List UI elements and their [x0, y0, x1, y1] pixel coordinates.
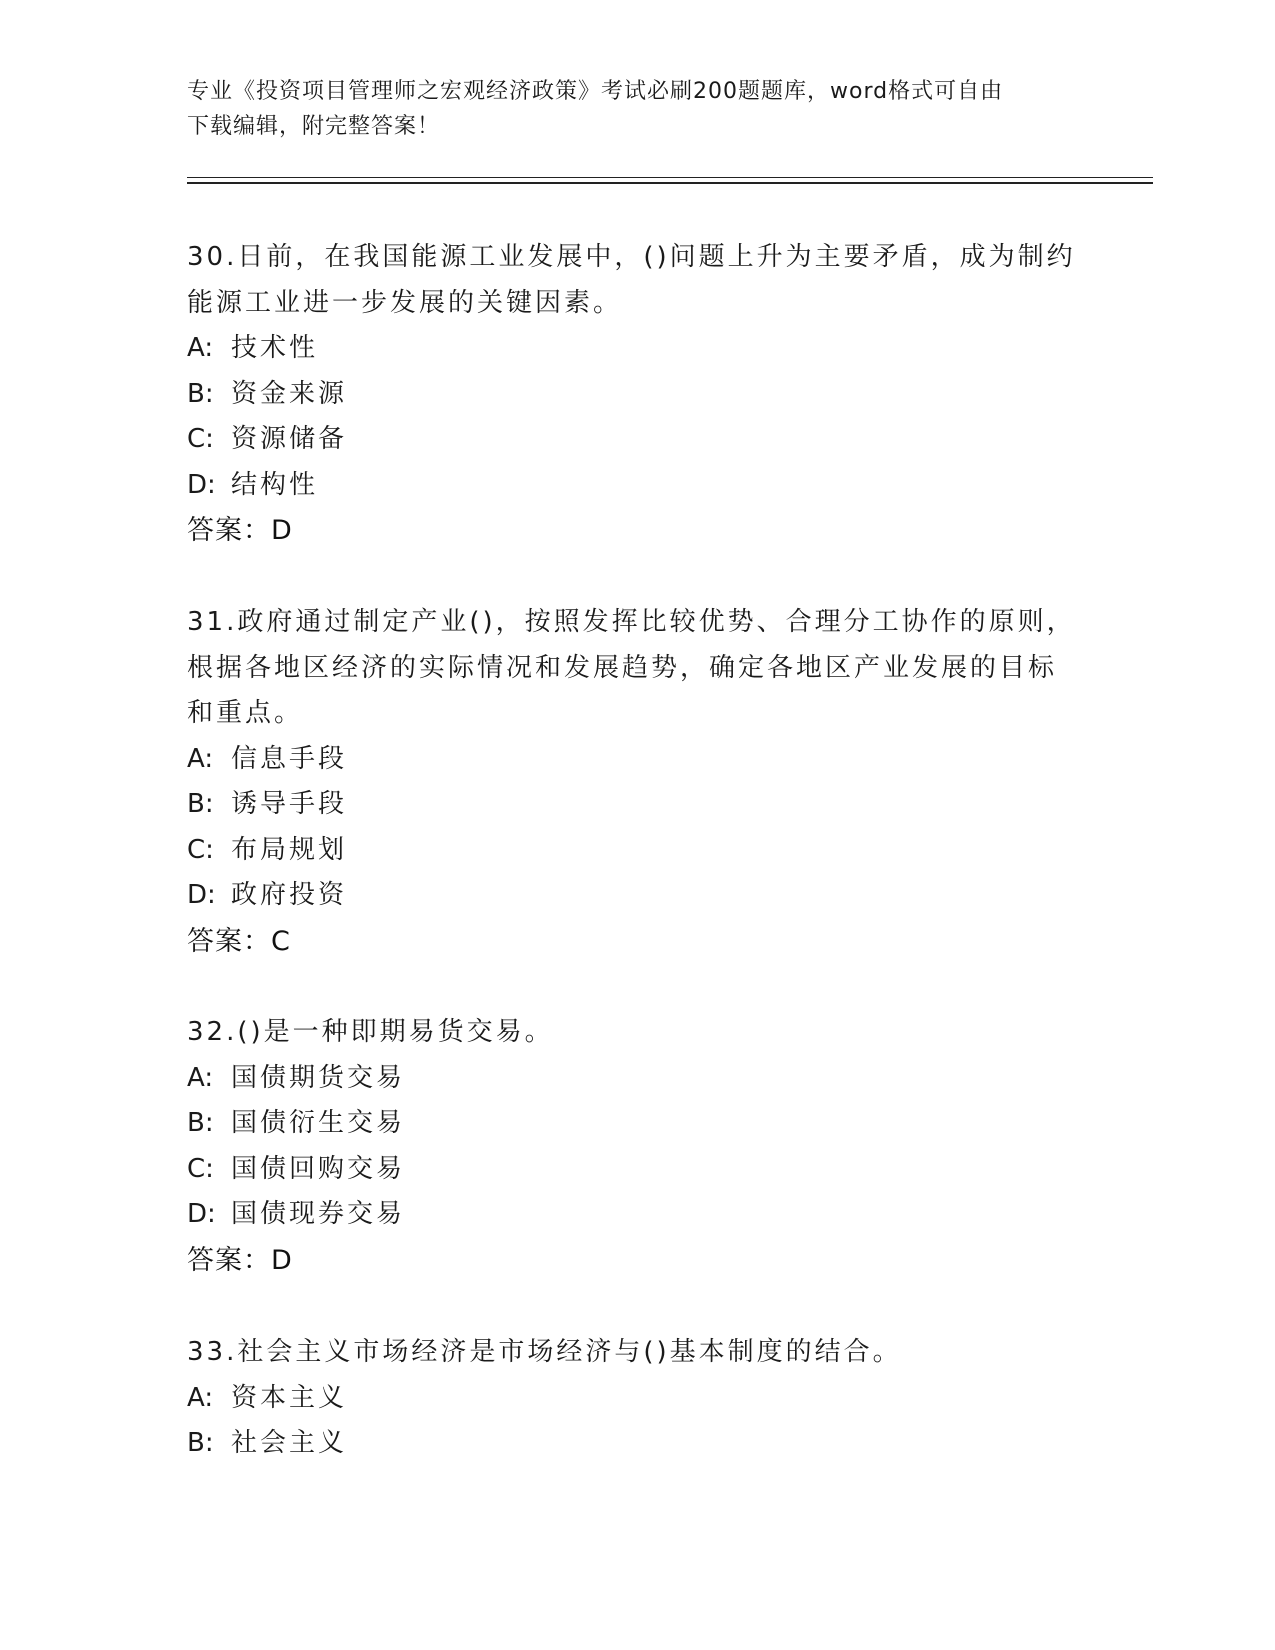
option-text: 信息手段: [231, 743, 348, 774]
option-text: 布局规划: [231, 834, 348, 865]
question-stem-line: 能源工业进一步发展的关键因素。: [187, 287, 623, 318]
option-text: 技术性: [231, 333, 319, 363]
document-header: [187, 74, 1087, 144]
option-key: C:: [187, 834, 214, 865]
header-line-2: 下载编辑，附完整答案！: [187, 114, 441, 139]
option-text: 结构性: [231, 469, 319, 500]
option-d: [187, 873, 1087, 919]
header-divider-thick: [187, 182, 1153, 184]
answer-line: 答案：C: [187, 925, 291, 957]
option-key: A:: [187, 333, 214, 363]
option-a: [187, 737, 1087, 783]
answer-line: 答案：D: [187, 1244, 293, 1276]
option-key: B:: [187, 789, 214, 819]
option-a: [187, 326, 1087, 372]
option-key: A:: [187, 1062, 214, 1093]
question-30: [187, 235, 1087, 554]
option-key: D:: [187, 1199, 216, 1229]
option-a: [187, 1376, 1087, 1422]
option-text: 资本主义: [231, 1382, 348, 1413]
question-31: [187, 600, 1087, 965]
question-stem-line: 32.()是一种即期易货交易。: [187, 1017, 554, 1047]
option-key: D:: [187, 469, 216, 500]
option-text: 资源储备: [231, 424, 348, 454]
option-key: B:: [187, 1428, 214, 1458]
option-text: 政府投资: [231, 880, 348, 910]
question-stem-line: 31.政府通过制定产业()，按照发挥比较优势、合理分工协作的原则，: [187, 607, 1076, 637]
option-d: [187, 463, 1087, 509]
option-text: 诱导手段: [231, 789, 348, 819]
option-key: C:: [187, 1153, 214, 1184]
question-stem-line: 30.日前，在我国能源工业发展中，()问题上升为主要矛盾，成为制约: [187, 242, 1076, 272]
header-line-1: 专业《投资项目管理师之宏观经济政策》考试必刷200题题库，word格式可自由: [187, 79, 1004, 104]
option-key: B:: [187, 1108, 214, 1138]
option-b: [187, 1421, 1087, 1467]
option-text: 国债衍生交易: [231, 1108, 406, 1138]
option-key: A:: [187, 743, 214, 774]
question-32: [187, 1010, 1087, 1284]
header-divider-thin: [187, 177, 1153, 178]
option-key: C:: [187, 424, 214, 454]
option-b: [187, 372, 1087, 418]
option-key: B:: [187, 378, 214, 409]
option-b: [187, 782, 1087, 828]
option-key: A:: [187, 1382, 214, 1413]
question-stem-line: 和重点。: [187, 698, 304, 728]
option-text: 国债期货交易: [231, 1062, 406, 1093]
question-stem-line: 33.社会主义市场经济是市场经济与()基本制度的结合。: [187, 1337, 902, 1367]
option-a: [187, 1056, 1087, 1102]
option-text: 国债回购交易: [231, 1153, 406, 1184]
question-stem-line: 根据各地区经济的实际情况和发展趋势，确定各地区产业发展的目标: [187, 652, 1058, 683]
option-key: D:: [187, 880, 216, 910]
option-c: [187, 828, 1087, 874]
option-text: 社会主义: [231, 1428, 348, 1458]
option-c: [187, 417, 1087, 463]
option-c: [187, 1147, 1087, 1193]
option-text: 国债现券交易: [231, 1199, 406, 1229]
option-d: [187, 1192, 1087, 1238]
answer-line: 答案：D: [187, 515, 293, 546]
option-text: 资金来源: [231, 378, 348, 409]
option-b: [187, 1101, 1087, 1147]
question-33: [187, 1330, 1087, 1467]
